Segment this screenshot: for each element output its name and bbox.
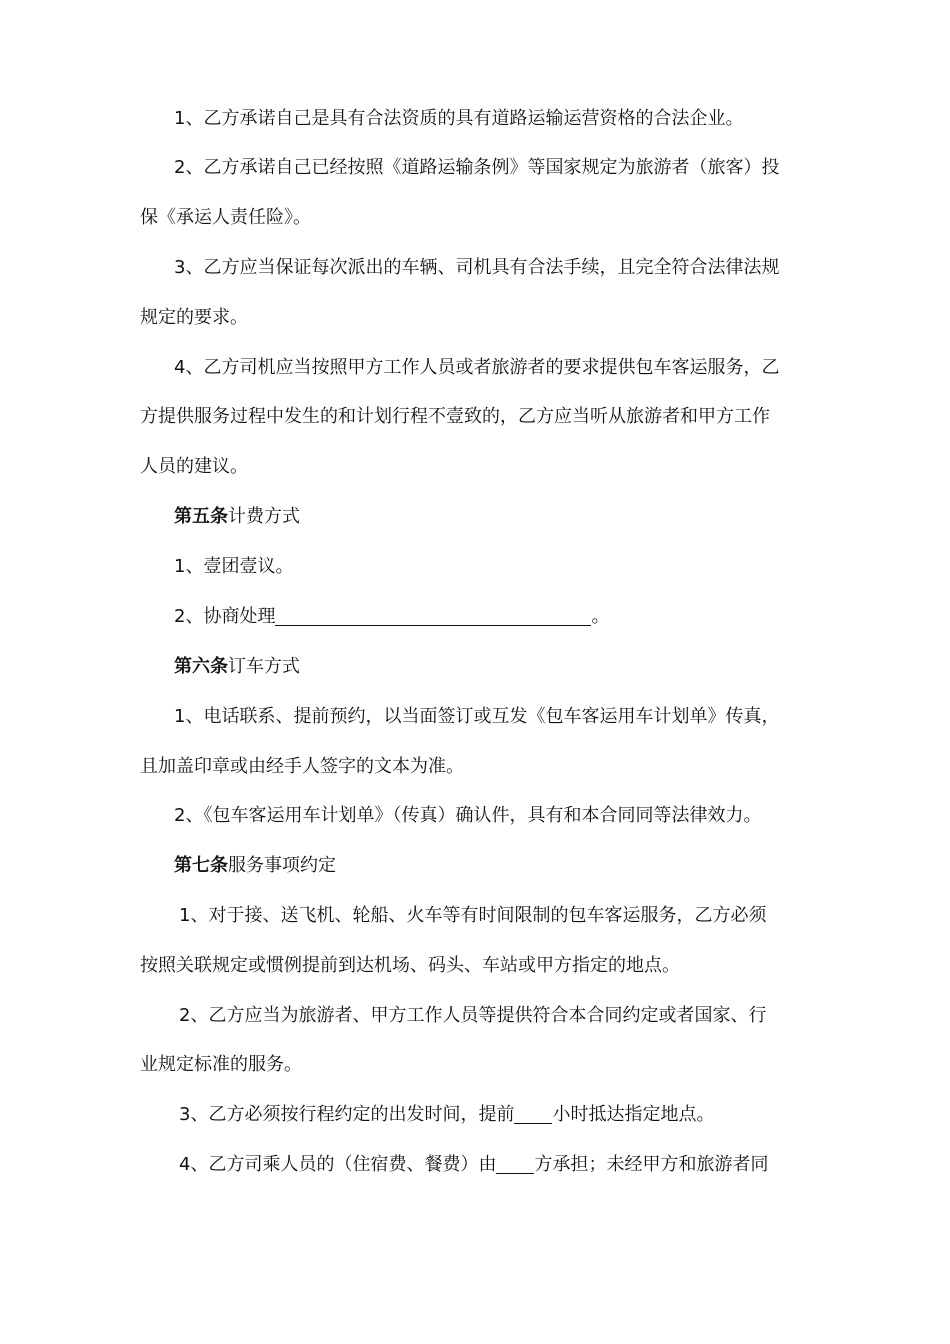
article-6-title: 订车方式 xyxy=(228,656,300,677)
article-6-number: 第六条 xyxy=(174,656,228,677)
article-7-item-3 xyxy=(179,1103,830,1127)
article-7-item-3-text: 3、乙方必须按行程约定的出发时间，提前 xyxy=(179,1104,515,1125)
paragraph-clause-2-line2: 保《承运人责任险》。 xyxy=(140,207,311,228)
article-7-title: 服务事项约定 xyxy=(228,855,336,876)
article-6-item-2: 2、《包车客运用车计划单》（传真）确认件，具有和本合同同等法律效力。 xyxy=(174,805,762,826)
paragraph-clause-1: 1、乙方承诺自己是具有合法资质的具有道路运输运营资格的合法企业。 xyxy=(174,108,744,129)
article-7-item-4-text: 4、乙方司乘人员的（住宿费、餐费）由 xyxy=(179,1154,497,1175)
fill-in-blank[interactable] xyxy=(275,605,591,626)
article-7-item-4-end: 方承担；未经甲方和旅游者同 xyxy=(534,1154,769,1175)
article-5-number: 第五条 xyxy=(174,506,228,527)
article-5-item-1: 1、壹团壹议。 xyxy=(174,556,294,577)
article-6-item-1-line1: 1、电话联系、提前预约，以当面签订或互发《包车客运用车计划单》传真， xyxy=(174,706,780,727)
paragraph-clause-4-line1: 4、乙方司机应当按照甲方工作人员或者旅游者的要求提供包车客运服务，乙 xyxy=(174,357,780,378)
article-5-title: 计费方式 xyxy=(228,506,300,527)
fill-in-blank[interactable] xyxy=(514,1103,552,1124)
article-7-item-1-line1: 1、对于接、送飞机、轮船、火车等有时间限制的包车客运服务，乙方必须 xyxy=(179,905,767,926)
article-7-item-4 xyxy=(179,1153,830,1177)
article-6-heading xyxy=(174,655,830,679)
article-5-item-2-text: 2、协商处理 xyxy=(174,606,276,627)
paragraph-clause-4-line2: 方提供服务过程中发生的和计划行程不壹致的，乙方应当听从旅游者和甲方工作 xyxy=(140,406,770,427)
article-7-heading xyxy=(174,854,830,878)
fill-in-blank[interactable] xyxy=(496,1153,534,1174)
article-5-heading xyxy=(174,505,830,529)
paragraph-clause-3-line1: 3、乙方应当保证每次派出的车辆、司机具有合法手续，且完全符合法律法规 xyxy=(174,257,780,278)
article-6-item-1-line2: 且加盖印章或由经手人签字的文本为准。 xyxy=(140,756,464,777)
article-5-item-2 xyxy=(174,605,830,629)
paragraph-clause-2-line1: 2、乙方承诺自己已经按照《道路运输条例》等国家规定为旅游者（旅客）投 xyxy=(174,157,780,178)
paragraph-clause-4-line3: 人员的建议。 xyxy=(140,456,248,477)
article-7-item-1-line2: 按照关联规定或惯例提前到达机场、码头、车站或甲方指定的地点。 xyxy=(140,955,680,976)
article-7-item-2-line1: 2、乙方应当为旅游者、甲方工作人员等提供符合本合同约定或者国家、行 xyxy=(179,1005,767,1026)
article-7-item-3-end: 小时抵达指定地点。 xyxy=(552,1104,715,1125)
paragraph-clause-3-line2: 规定的要求。 xyxy=(140,307,248,328)
article-5-item-2-end: 。 xyxy=(591,606,610,627)
article-7-number: 第七条 xyxy=(174,855,228,876)
article-7-item-2-line2: 业规定标准的服务。 xyxy=(140,1054,302,1075)
